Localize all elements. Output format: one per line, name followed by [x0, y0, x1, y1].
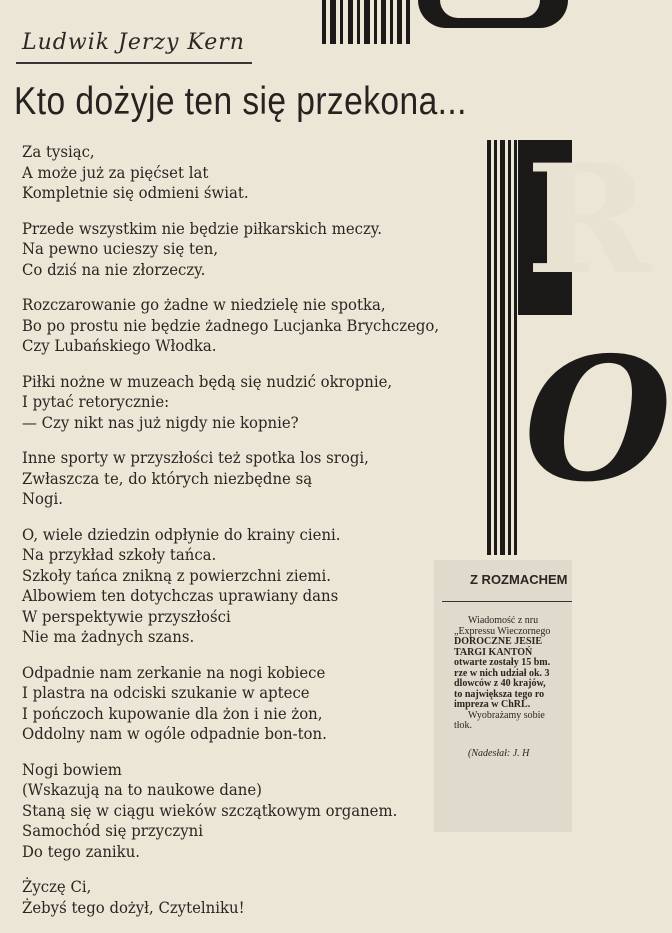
poem-line: I plastra na odciski szukanie w aptece — [22, 684, 310, 702]
poem-line: I pończoch kupowanie dla żon i nie żon, — [22, 704, 323, 723]
clipping-line: Wyobrażamy sobie — [468, 709, 545, 721]
clipping-line: impreza w ChRL. — [454, 699, 531, 710]
clipping-line: tłok. — [454, 720, 473, 731]
poem-line: Samochód się przyczyni — [22, 822, 204, 840]
poem-line: Nie ma żadnych szans. — [22, 628, 195, 646]
clipping-line: DOROCZNE JESIE — [454, 636, 543, 647]
clipping-line: Wiadomość z nru — [468, 615, 539, 626]
poem-line: Co dziś na nie złorzeczy. — [22, 260, 206, 279]
clipping-line: to największa tego ro — [454, 688, 545, 700]
clipping-line: TARGI KANTOŃ — [454, 646, 533, 658]
poem-line: Kompletnie się odmieni świat. — [22, 184, 249, 202]
poem-line: Życzę Ci, — [22, 878, 92, 896]
poem-line: Na przykład szkoły tańca. — [22, 546, 217, 564]
poem-line: — Czy nikt nas już nigdy nie kopnie? — [22, 413, 299, 432]
poem-line: Albowiem ten dotychczas uprawiany dans — [22, 587, 339, 605]
clipping-divider — [442, 601, 572, 602]
side-letter-upper: R — [526, 132, 651, 308]
poem-stanza — [22, 663, 418, 745]
poem-line: Oddolny nam w ogóle odpadnie bon-ton. — [22, 725, 327, 743]
poem-line: Inne sporty w przyszłości też spotka los srogi, — [22, 449, 369, 467]
poem-line: Nogi. — [22, 490, 63, 508]
poem-line: Za tysiąc, — [22, 143, 95, 161]
poem-stanza — [22, 760, 418, 863]
poem-line: O, wiele dziedzin odpłynie do krainy cieni. — [22, 525, 341, 544]
poem-line: Przede wszystkim nie będzie piłkarskich meczy. — [22, 219, 382, 238]
poem-line: W perspektywie przyszłości — [22, 607, 231, 626]
poem-line: Nogi bowiem — [22, 760, 122, 779]
poem-line: Odpadnie nam zerkanie na nogi kobiece — [22, 663, 326, 682]
poem-stanza — [22, 525, 418, 648]
poem-stanza — [22, 142, 418, 204]
poem-line: Staną się w ciągu wieków szczątkowym organem. — [22, 801, 398, 820]
clipping-line: dlowców z 40 krajów, — [454, 678, 546, 689]
poem-line: Na pewno ucieszy się ten, — [22, 240, 219, 258]
poem-line: Szkoły tańca znikną z powierzchni ziemi. — [22, 566, 332, 585]
side-news-clipping — [434, 560, 572, 832]
clipping-line: otwarte zostały 15 bm. — [454, 657, 551, 668]
poem-body — [22, 142, 440, 933]
clipping-line: „Expressu Wieczornego — [454, 625, 551, 637]
poem-line: A może już za pięćset lat — [22, 163, 209, 182]
poem-line: Rozczarowanie go żadne w niedzielę nie spotka, — [22, 296, 386, 314]
poem-stanza — [22, 372, 418, 434]
poem-line: Czy Lubańskiego Włodka. — [22, 337, 217, 355]
clipping-text — [454, 616, 572, 732]
author-underline — [16, 62, 252, 64]
poem-line: Żebyś tego dożył, Czytelniku! — [22, 898, 245, 917]
side-decorative-bars — [487, 140, 517, 555]
side-letter-lower: O — [524, 320, 672, 520]
poem-stanza — [22, 448, 418, 510]
poem-line: Bo po prostu nie będzie żadnego Lucjanka Brychczego, — [22, 316, 440, 335]
poem-stanza — [22, 877, 418, 918]
poem-stanza — [22, 219, 418, 281]
poem-line: Do tego zaniku. — [22, 842, 141, 861]
poem-line: Piłki nożne w muzeach będą się nudzić okropnie, — [22, 372, 393, 391]
poem-title: Kto dożyje ten się przekona... — [14, 80, 467, 123]
clipping-signature: (Nadesłał: J. H — [468, 747, 530, 759]
poem-line: I pytać retorycznie: — [22, 393, 170, 411]
poem-line: (Wskazują na to naukowe dane) — [22, 781, 262, 799]
poem-line: Zwłaszcza te, do których niezbędne są — [22, 469, 313, 488]
clipping-line: rze w nich udział ok. 3 — [454, 667, 550, 679]
clipping-headline: Z ROZMACHEM — [470, 572, 568, 587]
poem-stanza — [22, 295, 440, 357]
author-name: Ludwik Jerzy Kern — [22, 30, 245, 55]
